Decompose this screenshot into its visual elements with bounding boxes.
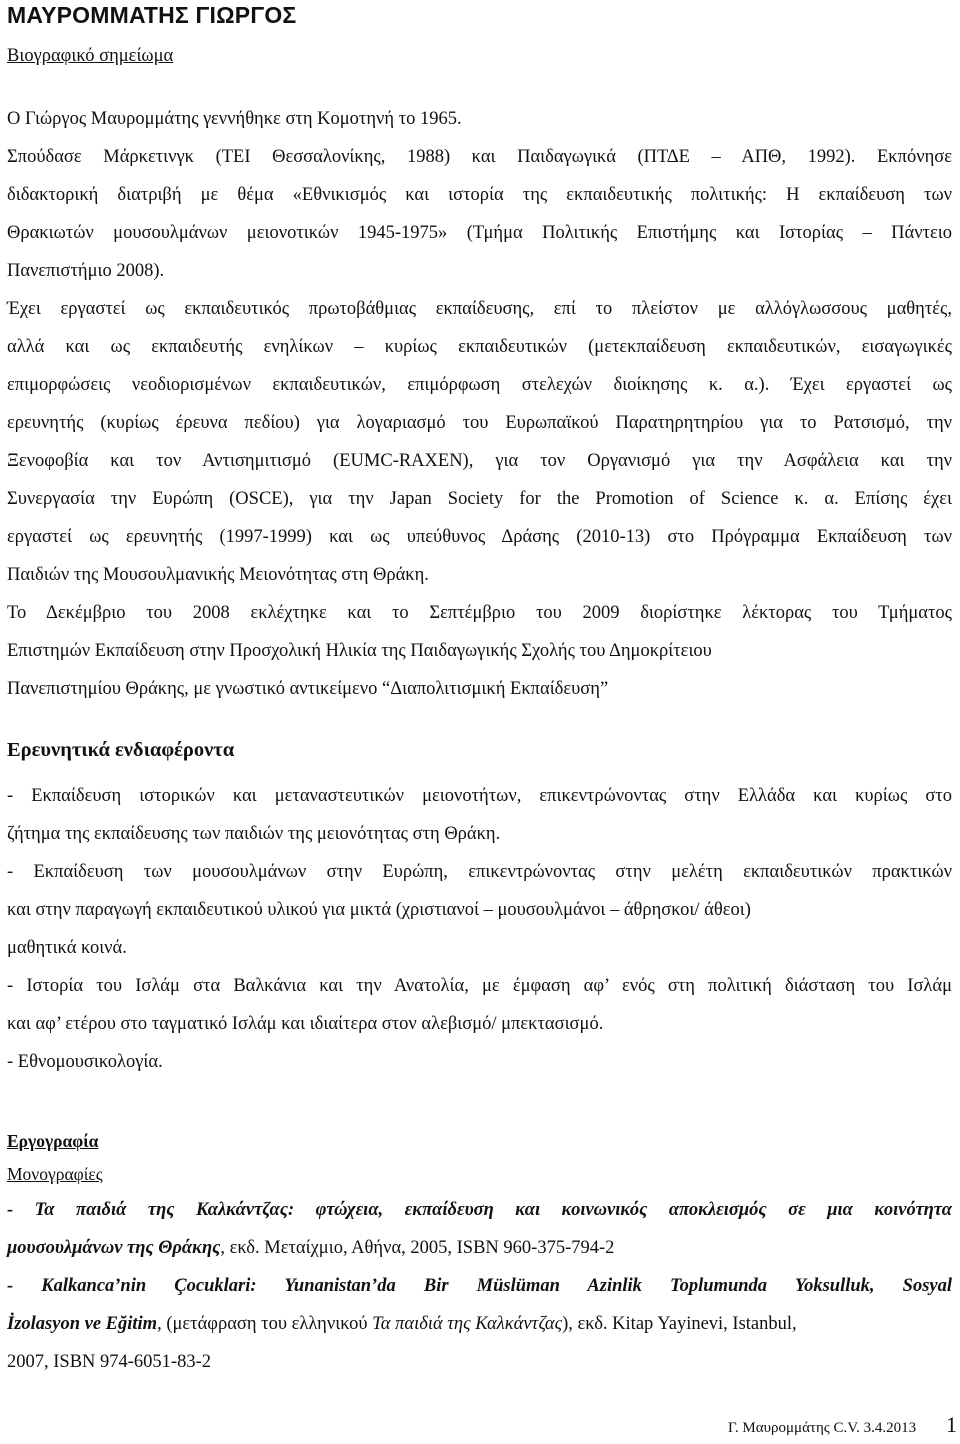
- interest-line-3: - Εκπαίδευση των μουσουλμάνων στην Ευρώπη, επικεντρώνοντας στην μελέτη εκπαιδευτικών πρακτικών: [7, 862, 952, 882]
- bio-line-11: Συνεργασία την Ευρώπη (OSCE), για την Japan Society for the Promotion of Science κ. α. Επίσης έχει: [7, 489, 952, 509]
- page-title: ΜΑΥΡΟΜΜΑΤΗΣ ΓΙΩΡΓΟΣ: [7, 2, 297, 28]
- bio-line-10: Ξενοφοβία και τον Αντισημιτισμό (EUMC-RAXEN), για τον Οργανισμό για την Ασφάλεια και την: [7, 451, 952, 471]
- bio-line-6: Έχει εργαστεί ως εκπαιδευτικός πρωτοβάθμιας εκπαίδευσης, επί το πλείστον με αλλόγλωσσους μαθητές,: [7, 299, 952, 319]
- bio-line-9: ερευνητής (κυρίως έρευνα πεδίου) για λογαριασμό του Ευρωπαϊκού Παρατηρητηρίου για το Ρατσισμό, την: [7, 413, 952, 433]
- page-number: 1: [946, 1412, 957, 1437]
- monograph-1-publication: , εκδ. Μεταίχμιο, Αθήνα, 2005, ISBN 960-375-794-2: [220, 1238, 615, 1258]
- monograph-1-line-2: [7, 1237, 614, 1259]
- page-footer: Γ. Μαυρομμάτης C.V. 3.4.2013: [728, 1420, 917, 1436]
- monograph-2-line-2: [7, 1313, 797, 1335]
- document-subtitle: Βιογραφικό σημείωμα: [7, 46, 174, 66]
- bio-line-16: Πανεπιστημίου Θράκης, με γνωστικό αντικείμενο “Διαπολιτισμική Εκπαίδευση”: [7, 679, 609, 699]
- interest-line-7: και αφ’ ετέρου στο ταγματικό Ισλάμ και ιδιαίτερα στον αλεβισμό/ μπεκτασισμό.: [7, 1014, 604, 1034]
- monograph-1-title-line-1: - Τα παιδιά της Καλκάντζας: φτώχεια, εκπαίδευση και κοινωνικός αποκλεισμός σε μια κοινότητα: [7, 1200, 952, 1220]
- monograph-2-line-3: 2007, ISBN 974-6051-83-2: [7, 1352, 212, 1372]
- bio-line-1: Ο Γιώργος Μαυρομμάτης γεννήθηκε στη Κομοτηνή το 1965.: [7, 109, 462, 129]
- interest-line-6: - Ιστορία του Ισλάμ στα Βαλκάνια και την Ανατολία, με έμφαση αφ’ ενός στη πολιτική διάσταση του Ισλάμ: [7, 976, 952, 996]
- interest-line-2: ζήτημα της εκπαίδευσης των παιδιών της μειονότητας στη Θράκη.: [7, 824, 501, 844]
- interest-line-8: - Εθνομουσικολογία.: [7, 1052, 163, 1072]
- monograph-2-title-line-1: - Kalkanca’nin Çocuklari: Yunanistan’da Bir Müslüman Azinlik Toplumunda Yoksulluk, Sosyal: [7, 1276, 952, 1296]
- bio-line-3: διδακτορική διατριβή με θέμα «Εθνικισμός και ιστορία της εκπαιδευτικής πολιτικής: Η εκπαίδευση των: [7, 185, 952, 205]
- monograph-2-original-title: Τα παιδιά της Καλκάντζας: [372, 1314, 563, 1334]
- bio-line-15: Επιστημών Εκπαίδευση στην Προσχολική Ηλικία της Παιδαγωγικής Σχολής του Δημοκρίτειου: [7, 641, 712, 661]
- interest-line-5: μαθητικά κοινά.: [7, 938, 127, 958]
- bio-line-13: Παιδιών της Μουσουλμανικής Μειονότητας στη Θράκη.: [7, 565, 429, 585]
- monograph-2-publication: ), εκδ. Kitap Yayinevi, Istanbul,: [562, 1314, 797, 1334]
- monograph-2-translation-note: , (μετάφραση του ελληνικού: [157, 1314, 373, 1334]
- bio-line-8: επιμορφώσεις νεοδιορισμένων εκπαιδευτικών, επιμόρφωση στελεχών διοίκησης κ. α.). Έχει εργαστεί ως: [7, 375, 952, 395]
- monograph-2-title-line-2: İzolasyon ve Eğitim: [7, 1314, 158, 1334]
- bio-line-2: Σπούδασε Μάρκετινγκ (ΤΕΙ Θεσσαλονίκης, 1988) και Παιδαγωγικά (ΠΤΔΕ – ΑΠΘ, 1992). Εκπόνησε: [7, 147, 952, 167]
- bibliography-heading: Εργογραφία: [7, 1131, 99, 1151]
- bio-line-5: Πανεπιστήμιο 2008).: [7, 261, 165, 281]
- bio-line-7: αλλά και ως εκπαιδευτής ενηλίκων – κυρίως εκπαιδευτικών (μετεκπαίδευση εκπαιδευτικών, εισαγωγικές: [7, 337, 952, 357]
- research-interests-heading: Ερευνητικά ενδιαφέροντα: [7, 739, 235, 761]
- bio-line-12: εργαστεί ως ερευνητής (1997-1999) και ως υπεύθυνος Δράσης (2010-13) στο Πρόγραμμα Εκπαίδευση των: [7, 527, 952, 547]
- interest-line-1: - Εκπαίδευση ιστορικών και μεταναστευτικών μειονοτήτων, επικεντρώνοντας στην Ελλάδα και κυρίως στο: [7, 786, 952, 806]
- monographs-heading: Μονογραφίες: [7, 1164, 103, 1184]
- monograph-1-title-line-2: μουσουλμάνων της Θράκης: [7, 1238, 221, 1258]
- interest-line-4: και στην παραγωγή εκπαιδευτικού υλικού για μικτά (χριστιανοί – μουσουλμάνοι – άθρησκοι/ άθεοι): [7, 900, 751, 920]
- bio-line-4: Θρακιωτών μουσουλμάνων μειονοτικών 1945-1975» (Τμήμα Πολιτικής Επιστήμης και Ιστορίας – Πάντειο: [7, 223, 952, 243]
- bio-line-14: Το Δεκέμβριο του 2008 εκλέχτηκε και το Σεπτέμβριο του 2009 διορίστηκε λέκτορας του Τμήματος: [7, 603, 952, 623]
